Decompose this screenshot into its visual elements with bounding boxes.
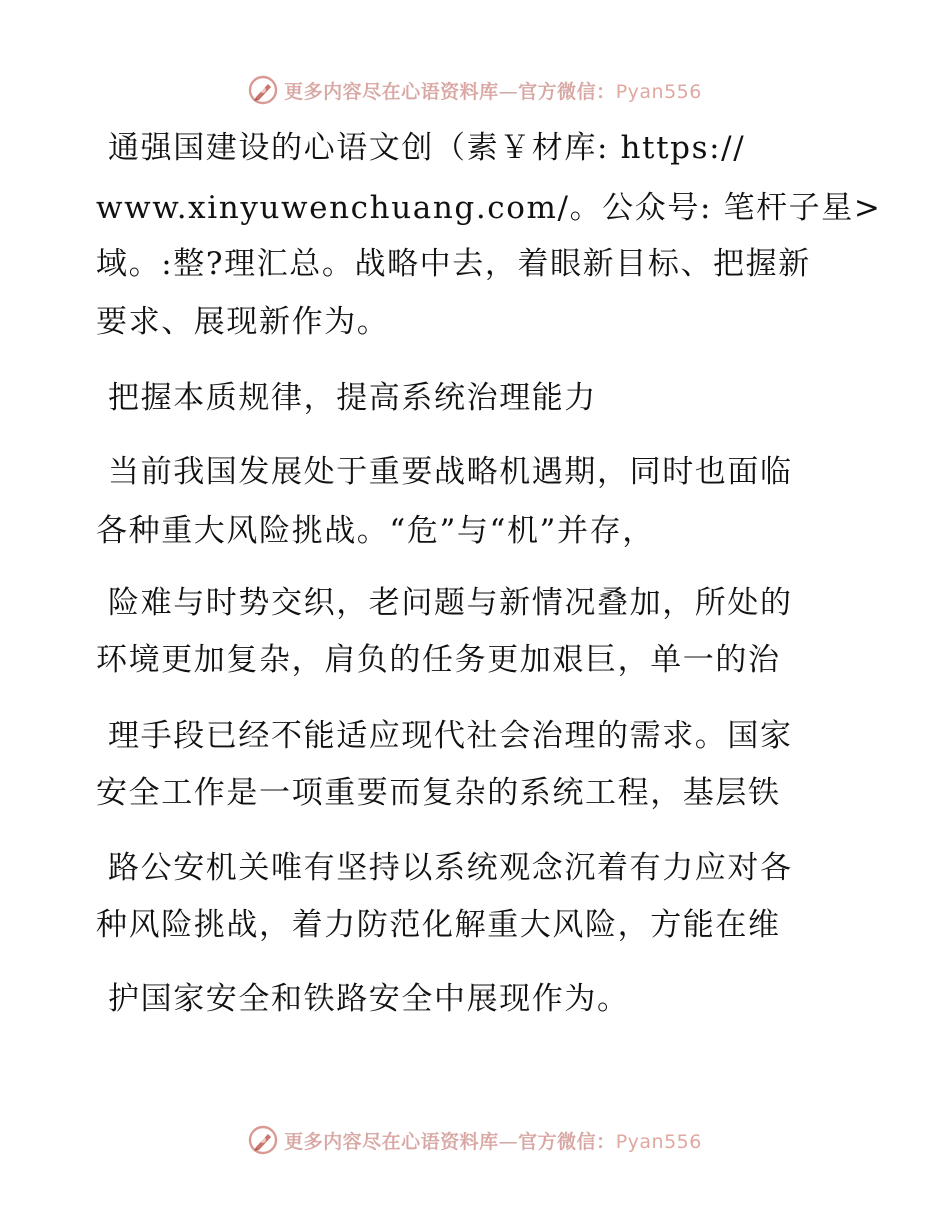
text-line: 通强国建设的心语文创（素￥材库: https:// (108, 130, 746, 166)
watermark-text (284, 1127, 702, 1154)
text-line: 要求、展现新作为。 (96, 304, 390, 340)
watermark-handle: Pyan556 (615, 1130, 702, 1153)
section-heading: 把握本质规律，提高系统治理能力 (108, 380, 597, 416)
text-line: 种风险挑战，着力防范化解重大风险，方能在维 (96, 907, 781, 943)
watermark-text (284, 77, 702, 104)
pen-logo-icon (248, 75, 278, 105)
text-line: 安全工作是一项重要而复杂的系统工程，基层铁 (96, 775, 781, 811)
watermark-wechat-label: 官方微信： (518, 80, 616, 103)
watermark-banner-top (0, 72, 950, 108)
text-line: 域。:整?理汇总。战略中去，着眼新目标、把握新 (96, 246, 811, 282)
watermark-wechat-label: 官方微信： (518, 1130, 616, 1153)
text-line: 环境更加复杂，肩负的任务更加艰巨，单一的治 (96, 642, 781, 678)
watermark-separator: — (498, 80, 519, 103)
watermark-handle: Pyan556 (615, 80, 702, 103)
text-line: www.xinyuwenchuang.com/。公众号: 笔杆子星> (96, 190, 882, 226)
watermark-separator: — (498, 1130, 519, 1153)
watermark-banner-bottom (0, 1122, 950, 1158)
text-line: 当前我国发展处于重要战略机遇期，同时也面临 (108, 454, 793, 490)
text-line: 路公安机关唯有坚持以系统观念沉着有力应对各 (108, 850, 793, 886)
watermark-site: 更多内容尽在心语资料库 (284, 80, 499, 103)
watermark-site: 更多内容尽在心语资料库 (284, 1130, 499, 1153)
text-line: 险难与时势交织，老问题与新情况叠加，所处的 (108, 585, 793, 621)
text-line: 各种重大风险挑战。“危”与“机”并存， (96, 513, 655, 549)
text-line: 理手段已经不能适应现代社会治理的需求。国家 (108, 718, 793, 754)
text-line: 护国家安全和铁路安全中展现作为。 (108, 981, 630, 1017)
pen-logo-icon (248, 1125, 278, 1155)
